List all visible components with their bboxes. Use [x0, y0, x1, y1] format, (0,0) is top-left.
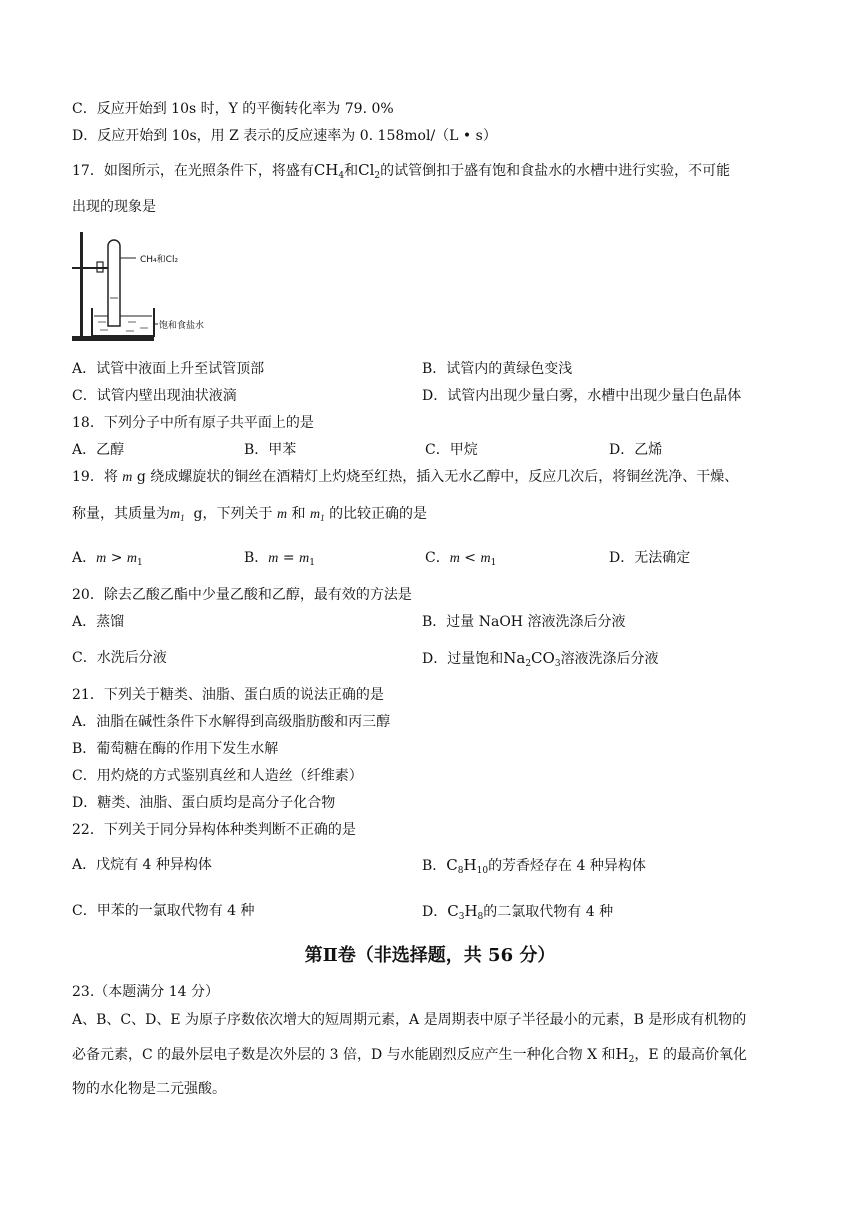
formula-subscript: 2: [374, 171, 381, 181]
formula-subscript: 10: [476, 866, 489, 876]
formula-text: CO: [531, 649, 555, 667]
variable-m: m: [276, 507, 288, 522]
q19-stem-part-b: g 绕成螺旋状的铜丝在酒精灯上灼烧至红热，插入无水乙醇中，反应几次后，将铜丝洗净、干燥、: [136, 469, 739, 485]
q17-stem-part-b: 和: [344, 163, 359, 179]
formula-text: C: [446, 856, 458, 874]
q23-line2-part-a: 必备元素，C 的最外层电子数是次外层的 3 倍，D 与水能剧烈反应产生一种化合物 X 和: [72, 1047, 616, 1063]
q19-stem-part-a: 19．将: [72, 469, 118, 485]
option-label: A．: [72, 550, 97, 566]
formula-subscript: 2: [628, 1055, 635, 1065]
q23-line1: A、B、C、D、E 为原子序数依次增大的短周期元素，A 是周期表中原子半径最小的元素，B 是形成有机物的: [72, 1012, 747, 1028]
q17-option-c: C．试管内壁出现油状液滴: [72, 388, 237, 404]
formula-subscript: 8: [477, 912, 484, 922]
q20-option-c: C．水洗后分液: [72, 650, 167, 666]
variable-m1: m: [480, 551, 491, 566]
variable-m1: m: [126, 551, 138, 566]
q18-option-d: D．乙烯: [609, 442, 663, 458]
variable-m1: [310, 507, 325, 522]
formula-subscript: 4: [338, 171, 345, 181]
q18-option-b: B．甲苯: [244, 442, 297, 458]
h2-formula: [616, 1045, 635, 1063]
formula-subscript: 2: [525, 659, 532, 669]
formula-text: Na: [503, 649, 526, 667]
q21-stem: 21．下列关于糖类、油脂、蛋白质的说法正确的是: [72, 687, 384, 703]
apparatus-figure: [70, 228, 230, 346]
formula-text: H: [463, 856, 477, 874]
formula-subscript: 3: [554, 659, 561, 669]
c8h10-formula: [446, 856, 488, 874]
q22-option-c: C．甲苯的一氯取代物有 4 种: [72, 903, 255, 919]
operator: >: [106, 550, 127, 566]
q21-option-b: B．葡萄糖在酶的作用下发生水解: [72, 741, 279, 757]
operator: <: [459, 550, 481, 566]
q22-option-a: A．戊烷有 4 种异构体: [72, 857, 212, 873]
q17-stem-part-a: 17．如图所示，在光照条件下，将盛有: [72, 163, 314, 179]
q18-option-a: A．乙醇: [72, 442, 125, 458]
formula-text: C: [447, 902, 459, 920]
operator: =: [278, 550, 300, 566]
q19-stem-line2: [72, 505, 427, 524]
q23-line2-part-b: ，E 的最高价氧化: [634, 1047, 748, 1063]
option-label: D．: [422, 904, 448, 920]
q17-stem-part-c: 的试管倒扣于盛有饱和食盐水的水槽中进行实验，不可能: [380, 163, 731, 179]
tube-label: CH₄和Cl₂: [140, 255, 179, 265]
variable-m: m: [122, 470, 133, 485]
variable-m: m: [268, 551, 279, 566]
section-2-title: 第Ⅱ卷（非选择题，共 56 分）: [304, 945, 556, 966]
option-label: B．: [244, 550, 269, 566]
q23-line3: 物的水化物是二元强酸。: [72, 1081, 226, 1097]
option-text: D．过量饱和: [422, 651, 504, 667]
q19-option-b: [244, 549, 315, 568]
q17-stem-line2: 出现的现象是: [72, 199, 156, 215]
q19-stem: [72, 468, 738, 487]
formula-text: CH: [313, 161, 339, 179]
c3h8-formula: [447, 902, 483, 920]
formula-subscript: 3: [458, 912, 465, 922]
q18-option-c: C．甲烷: [425, 442, 478, 458]
trough-label: 饱和食盐水: [159, 321, 205, 331]
cl2-formula: [358, 161, 380, 179]
water-hatching: [98, 322, 148, 331]
variable-subscript: 1: [309, 558, 315, 568]
variable-subscript: 1: [180, 513, 185, 523]
q23-line2: [72, 1045, 747, 1064]
q21-option-a: A．油脂在碱性条件下水解得到高级脂肪酸和丙三醇: [72, 714, 391, 730]
q16-option-d: D．反应开始到 10s，用 Z 表示的反应速率为 0. 158mol/（L • s）: [72, 128, 497, 144]
q18-stem: 18．下列分子中所有原子共平面上的是: [72, 415, 314, 431]
option-text: 的二氯取代物有 4 种: [483, 904, 614, 920]
q16-option-c: C．反应开始到 10s 时，Y 的平衡转化率为 79. 0%: [72, 101, 394, 117]
option-label: B．: [422, 858, 447, 874]
variable-m: m: [449, 551, 460, 566]
q22-stem: 22．下列关于同分异构体种类判断不正确的是: [72, 822, 356, 838]
variable-subscript: 1: [490, 558, 497, 568]
stand-rod: [80, 232, 83, 338]
q20-option-a: A．蒸馏: [72, 614, 125, 630]
q21-option-d: D．糖类、油脂、蛋白质均是高分子化合物: [72, 795, 336, 811]
option-label: C．: [425, 550, 450, 566]
q20-option-b: B．过量 NaOH 溶液洗涤后分液: [422, 614, 626, 630]
variable-text: m: [309, 507, 321, 522]
q22-option-b: [422, 856, 646, 875]
q20-option-d: [422, 649, 659, 668]
q21-option-c: C．用灼烧的方式鉴别真丝和人造丝（纤维素）: [72, 768, 363, 784]
q23-header: 23.（本题满分 14 分）: [72, 984, 219, 1000]
q19-option-c: [425, 549, 496, 568]
ch4-formula: [314, 161, 344, 179]
na2co3-formula: [503, 649, 560, 667]
q19-line2-part-a: 称量，其质量为: [72, 506, 170, 522]
formula-text: Cl: [358, 161, 375, 179]
q20-stem: 20．除去乙酸乙酯中少量乙酸和乙醇，最有效的方法是: [72, 587, 412, 603]
q17-option-d: D．试管内出现少量白雾，水槽中出现少量白色晶体: [422, 388, 742, 404]
q17-stem: [72, 161, 730, 180]
variable-subscript: 1: [137, 558, 143, 568]
option-text: 的芳香烃存在 4 种异构体: [488, 858, 646, 874]
variable-subscript: 1: [320, 513, 325, 523]
q19-line2-part-c: 和: [291, 506, 306, 522]
q19-line2-part-b: g，下列关于: [193, 506, 273, 522]
variable-text: m: [170, 507, 181, 522]
test-tube: [108, 240, 120, 326]
q17-option-a: A．试管中液面上升至试管顶部: [72, 361, 265, 377]
q17-option-b: B．试管内的黄绿色变浅: [422, 361, 573, 377]
q19-option-a: [72, 549, 143, 568]
variable-m1: [170, 507, 185, 522]
option-text: 溶液洗涤后分液: [560, 651, 659, 667]
q19-option-d: D．无法确定: [609, 550, 691, 566]
q22-option-d: [422, 902, 613, 921]
variable-m1: m: [299, 551, 310, 566]
variable-m: m: [96, 551, 107, 566]
q19-line2-part-d: 的比较正确的是: [329, 506, 428, 522]
formula-text: H: [615, 1045, 629, 1063]
formula-text: H: [464, 902, 478, 920]
formula-subscript: 8: [457, 866, 464, 876]
